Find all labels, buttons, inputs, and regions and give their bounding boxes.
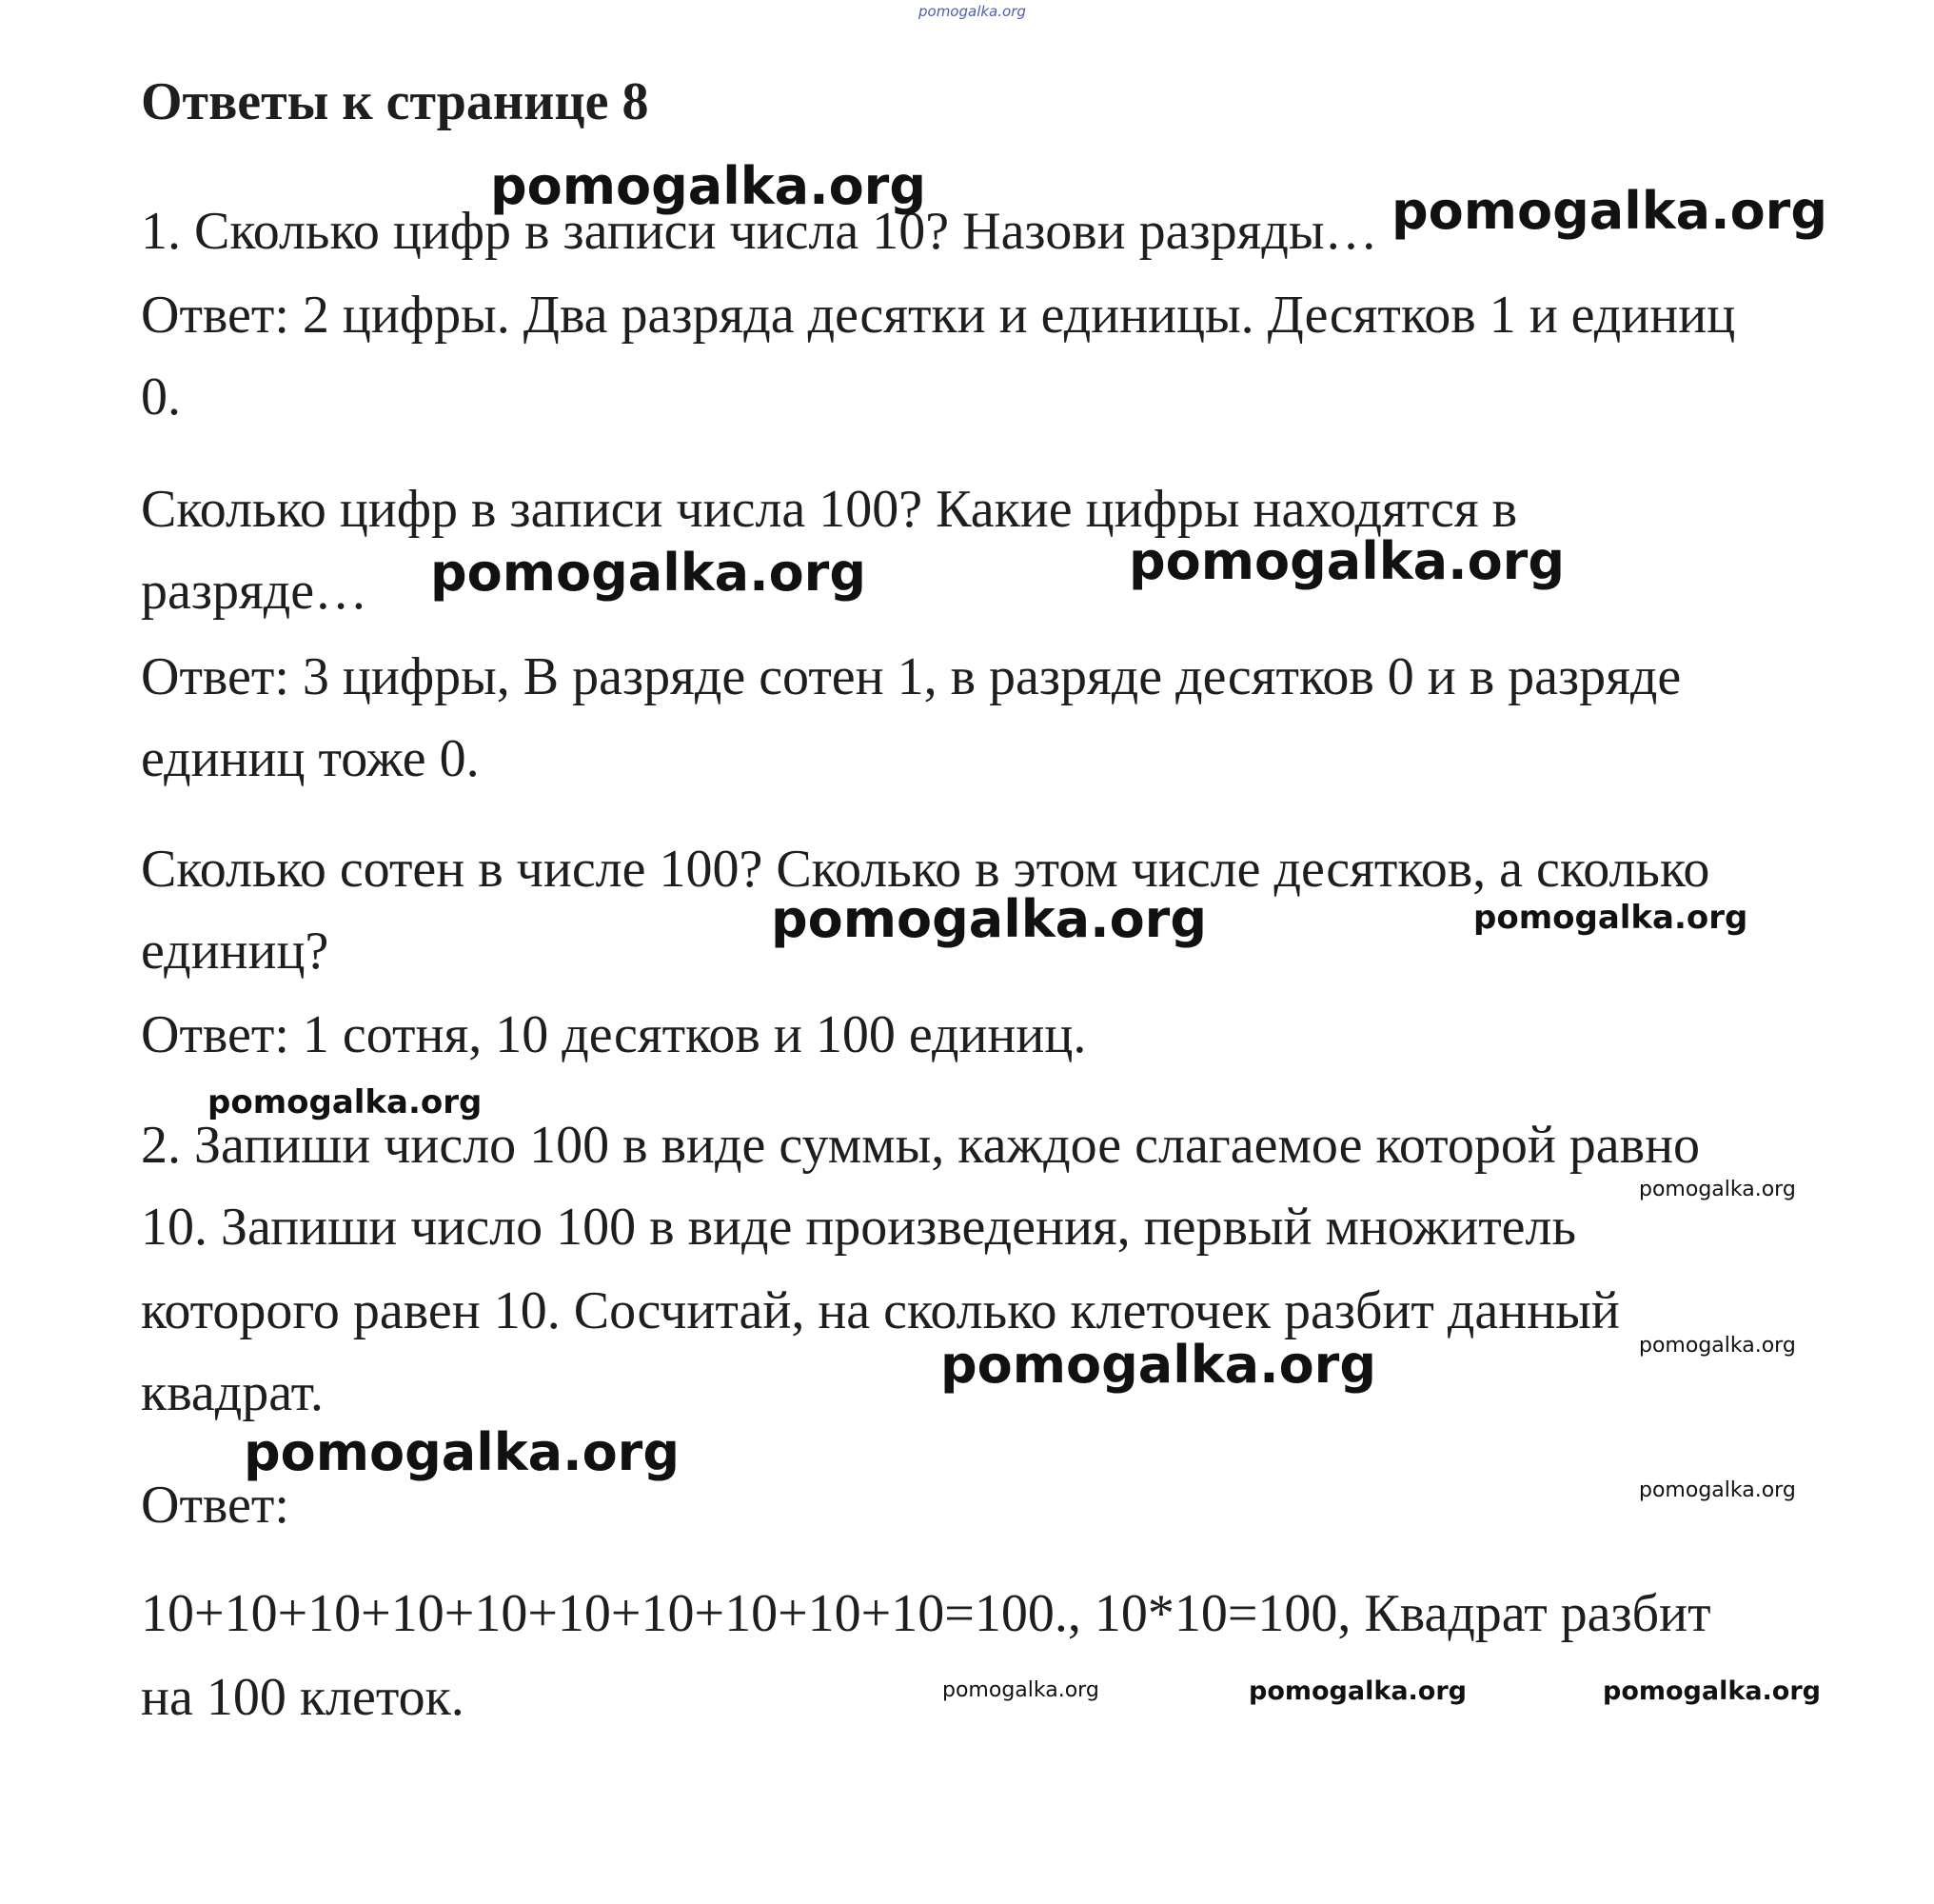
answer-1-line-1: Ответ: 2 цифры. Два разряда десятки и единицы. Десятков 1 и единиц xyxy=(141,286,1736,345)
answer-2-label: Ответ: xyxy=(141,1476,289,1535)
question-1c-line-1: Сколько сотен в числе 100? Сколько в этом числе десятков, а сколько xyxy=(141,840,1710,899)
answer-1c: Ответ: 1 сотня, 10 десятков и 100 единиц. xyxy=(141,1005,1087,1064)
answer-2-line-2: на 100 клеток. xyxy=(141,1668,464,1727)
question-2-line-3: которого равен 10. Сосчитай, на сколько клеточек разбит данный xyxy=(141,1281,1620,1340)
watermark: pomogalka.org xyxy=(207,1083,483,1121)
question-2-line-4: квадрат. xyxy=(141,1363,324,1422)
question-1: 1. Сколько цифр в записи числа 10? Назови разряды… xyxy=(141,202,1378,261)
question-1c-line-2: единиц? xyxy=(141,922,329,981)
watermark: pomogalka.org xyxy=(940,1335,1376,1395)
watermark: pomogalka.org xyxy=(1639,1334,1796,1358)
question-2-line-2: 10. Запиши число 100 в виде произведения, первый множитель xyxy=(141,1198,1577,1257)
watermark: pomogalka.org xyxy=(1129,531,1565,591)
page-title: Ответы к странице 8 xyxy=(141,72,649,131)
watermark: pomogalka.org xyxy=(1473,899,1748,937)
question-1b-line-1: Сколько цифр в записи числа 100? Какие цифры находятся в xyxy=(141,480,1518,539)
question-2-line-1: 2. Запиши число 100 в виде суммы, каждое слагаемое которой равно xyxy=(141,1116,1701,1175)
watermark: pomogalka.org xyxy=(1391,181,1827,241)
watermark-top: pomogalka.org xyxy=(918,3,1026,20)
answer-1b-line-2: единиц тоже 0. xyxy=(141,729,480,788)
watermark: pomogalka.org xyxy=(1603,1676,1821,1706)
watermark: pomogalka.org xyxy=(1249,1676,1467,1706)
watermark: pomogalka.org xyxy=(771,889,1207,949)
answer-1b-line-1: Ответ: 3 цифры, В разряде сотен 1, в разряде десятков 0 и в разряде xyxy=(141,647,1682,706)
watermark: pomogalka.org xyxy=(1639,1478,1796,1502)
answer-2-line-1: 10+10+10+10+10+10+10+10+10+10=100., 10*10=100, Квадрат разбит xyxy=(141,1584,1711,1643)
watermark: pomogalka.org xyxy=(490,156,926,216)
answer-1-line-2: 0. xyxy=(141,367,181,426)
watermark: pomogalka.org xyxy=(430,543,866,603)
question-1b-line-2: разряде… xyxy=(141,562,368,621)
watermark: pomogalka.org xyxy=(942,1678,1099,1702)
watermark: pomogalka.org xyxy=(244,1422,680,1482)
watermark: pomogalka.org xyxy=(1639,1178,1796,1201)
